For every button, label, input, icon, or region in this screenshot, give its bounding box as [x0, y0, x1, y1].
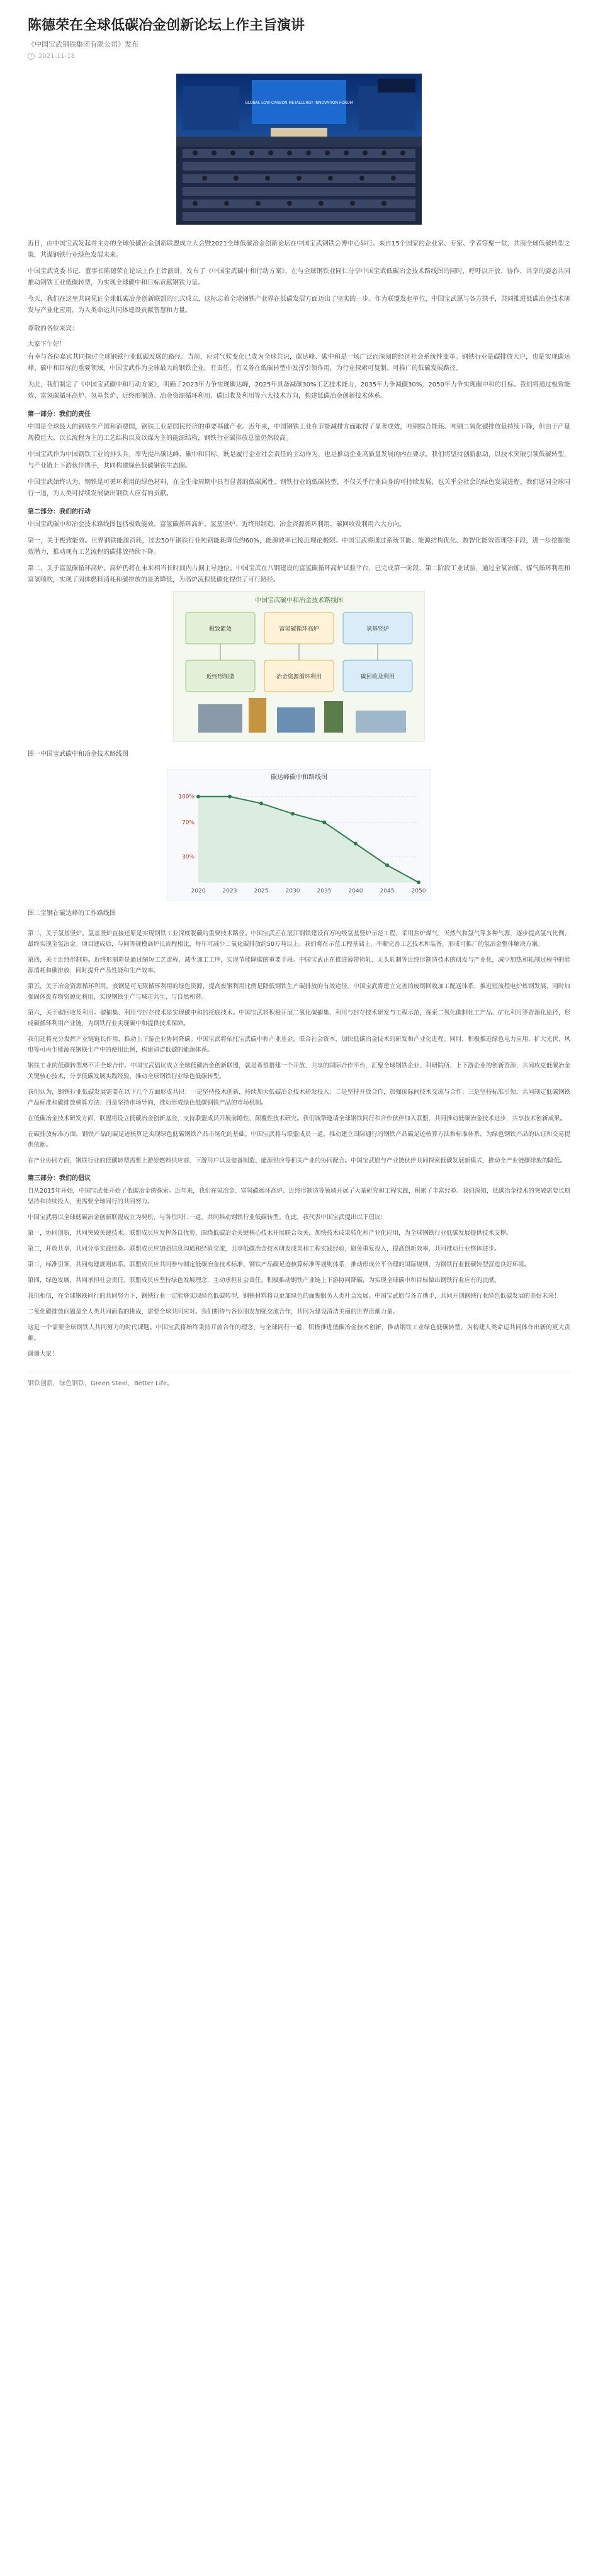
figure-caption: 图一中国宝武碳中和冶金技术路线图	[28, 751, 128, 758]
roadmap-figure	[173, 591, 425, 742]
chart-point	[354, 842, 358, 846]
chart-annotation: 70%	[181, 819, 195, 826]
roadmap-box-label: 冶金资源循环利用	[276, 674, 322, 680]
article-date: 2021-11-18	[38, 53, 76, 60]
section-paragraph: 在产业协同方面，钢铁行业的低碳转型需要上游原燃料供应商、下游用户以及装备制造、能源供应等相关产业的协同配合。中国宝武愿与产业链伙伴共同探索低碳发展新模式，推动全产业链碳排放的降低。	[28, 1157, 567, 1164]
section-paragraph: 第五，关于冶金资源循环利用。废钢是可无限循环利用的绿色资源，提高废钢利用比例是降低钢铁生产碳排放的有效途径。中国宝武将建立完善的废钢回收加工配送体系，推进短流程电炉炼钢发展，同时加强固体废弃物资源化利用，实现钢铁生产与城市共生、与自然和谐。	[28, 983, 570, 1001]
peak-carbon-chart	[167, 769, 431, 901]
section-paragraph: 第三，关于氢基竖炉。氢基竖炉直接还原是实现钢铁工业深度脱碳的重要技术路径。中国宝武正在湛江钢铁建设百万吨级氢基竖炉示范工程，采用焦炉煤气、天然气和氢气等多种气源，逐步提高氢气比例，最终实现全氢冶金。项目建成后，与同等规模高炉长流程相比，每年可减少二氧化碳排放约50万吨以上。我们将在示范工程基础上，不断完善工艺技术和装备，形成可推广的氢冶金整体解决方案。	[28, 930, 570, 948]
intro-paragraph: 近日，由中国宝武发起并主办的全球低碳冶金创新联盟成立大会暨2021全球低碳冶金创新论坛在中国宝武钢铁会博中心举行。来自15个国家的企业家、专家、学者等聚一堂，共商全球低碳转型之策，共谋钢铁行业绿色发展未来。	[28, 240, 570, 259]
section-paragraph: 这是一个需要全球钢铁人共同努力的时代课题。中国宝武将始终秉持开放合作的理念，与全球同行一道，积极推进低碳冶金技术创新，推动钢铁工业绿色低碳转型，为构建人类命运共同体作出新的更大贡献。	[28, 1324, 570, 1342]
section-paragraph: 我们相信，在全球钢铁同行的共同努力下，钢铁行业一定能够实现绿色低碳转型，钢铁材料将以更加绿色的面貌服务人类社会发展。中国宝武愿与各方携手，共同开创钢铁行业绿色低碳发展的美好未来！	[28, 1293, 560, 1300]
section-paragraph: 中国宝武作为中国钢铁工业的排头兵，率先提出碳达峰、碳中和目标，既是履行企业社会责任的主动作为，也是推动企业高质量发展的内在要求。我们将坚持创新驱动，以技术突破引领低碳转型，与产业链上下游伙伴携手，共同构建绿色低碳钢铁生态圈。	[28, 451, 570, 470]
chart-annotation: 30%	[181, 854, 195, 861]
clock-icon	[28, 53, 35, 60]
chart-title: 碳达峰碳中和路线图	[271, 774, 327, 781]
salutation: 尊敬的各位来宾：	[28, 325, 78, 332]
greeting: 大家下午好！	[28, 341, 65, 348]
section-heading: 第一部分：我们的责任	[28, 411, 91, 418]
page-title: 陈德荣在全球低碳冶金创新论坛上作主旨演讲	[28, 18, 305, 33]
section-paragraph: 在低碳冶金技术研发方面，联盟将设立低碳冶金创新基金，支持联盟成员开展前瞻性、颠覆性技术研究。我们诚挚邀请全球钢铁同行和合作伙伴加入联盟，共同推动低碳冶金技术进步，共享技术创新成果。	[28, 1115, 567, 1122]
section-paragraph: 中国宝武始终认为，钢铁是可循环利用的绿色材料，在全生命周期中具有显著的低碳属性。钢铁行业的低碳转型，不仅关乎行业自身的可持续发展，也关乎全社会的绿色发展进程。我们愿同全球同行一道，为人类可持续发展做出钢铁人应有的贡献。	[28, 479, 570, 497]
chart-point	[228, 795, 232, 799]
section-paragraph: 中国宝武碳中和冶金技术路线图包括极致能效、富氢碳循环高炉、氢基竖炉、近终形制造、冶金资源循环利用、碳回收及利用六大方向。	[28, 521, 405, 528]
roadmap-box-label: 近终形制造	[206, 674, 235, 680]
chart-point	[417, 880, 420, 884]
roadmap-box-label: 富氢碳循环高炉	[279, 626, 319, 633]
section-paragraph: 第四，绿色发展，共同承担社会责任。联盟成员应坚持绿色发展理念，主动承担社会责任，积极推动钢铁产业链上下游协同降碳，为实现全球碳中和目标做出钢铁行业应有的贡献。	[28, 1277, 500, 1284]
section-paragraph: 钢铁工业的低碳转型离不开全球合作。中国宝武倡议成立全球低碳冶金创新联盟，就是希望搭建一个开放、共享的国际合作平台，汇聚全球钢铁企业、科研院所、上下游企业的创新资源，共同攻克低碳冶金关键核心技术，分享低碳发展实践经验，推动全球钢铁行业绿色低碳转型。	[28, 1062, 570, 1080]
chart-x-tick-label: 2020	[191, 888, 206, 894]
hero-image	[176, 74, 422, 225]
chart-x-tick-label: 2040	[348, 888, 363, 894]
article-meta	[28, 53, 570, 60]
chart-x-tick-label: 2023	[222, 888, 237, 894]
chart-point	[259, 802, 263, 806]
chart-x-tick-label: 2045	[380, 888, 395, 894]
section-paragraph: 第一，协同创新，共同突破关键技术。联盟成员应发挥各自优势，围绕低碳冶金关键核心技术开展联合攻关，加快技术成果转化和产业化应用，为全球钢铁行业低碳发展提供技术支撑。	[28, 1230, 512, 1237]
section-paragraph: 第三，标准引领，共同构建规则体系。联盟成员应共同参与制定低碳冶金技术标准、钢铁产品碳足迹核算标准等规则体系，推动形成公平合理的国际规则，为钢铁行业低碳转型营造良好环境。	[28, 1261, 531, 1268]
chart-point	[385, 863, 389, 867]
figure-caption: 图二宝钢在碳达峰的工作路线图	[28, 910, 116, 917]
section-heading: 第三部分：我们的倡议	[28, 1175, 91, 1182]
section-paragraph: 二氧化碳排放问题是全人类共同面临的挑战，需要全球共同应对。我们期待与各位朋友加强交流合作，共同为建设清洁美丽的世界贡献力量。	[28, 1308, 399, 1315]
chart-point	[322, 821, 326, 824]
roadmap-box-label: 碳回收及利用	[360, 674, 395, 680]
chart-annotation: 100%	[178, 794, 195, 801]
section-heading: 第二部分：我们的行动	[28, 509, 91, 515]
article-body	[28, 239, 570, 1387]
chart-x-tick-label: 2050	[411, 888, 426, 894]
roadmap-title: 中国宝武碳中和冶金技术路线图	[255, 597, 343, 604]
section-paragraph: 中国宝武将以全球低碳冶金创新联盟成立为契机，与各位同仁一道，共同推动钢铁行业低碳转型。在此，我代表中国宝武提出以下倡议：	[28, 1214, 387, 1221]
speech-paragraph: 有幸与各位嘉宾共同探讨全球钢铁行业低碳发展的路径。当前，应对气候变化已成为全球共识，碳达峰、碳中和是一场广泛而深刻的经济社会系统性变革。钢铁行业是碳排放大户，也是实现碳达峰、碳中和目标的重要领域。中国宝武作为全球最大的钢铁企业，有责任、有义务在低碳转型中发挥引领作用，为行业探索可复制、可推广的低碳发展路径。	[28, 354, 570, 372]
article-tags: 钢铁创新，绿色钢铁，Green Steel，Better Life。	[28, 1371, 570, 1387]
section-paragraph: 第四，关于近终形制造。近终形制造是通过缩短工艺流程、减少加工工序，实现节能降碳的重要手段。中国宝武正在推进薄带铸轧、无头轧制等近终形制造技术的研发与产业化，减少加热和轧制过程中的能源消耗和碳排放，同时提升产品性能和生产效率。	[28, 957, 570, 974]
chart-x-tick-label: 2035	[317, 888, 332, 894]
chart-x-tick-label: 2025	[254, 888, 269, 894]
section-paragraph: 我们还将充分发挥产业链链长作用，推动上下游企业协同降碳。中国宝武将依托宝武碳中和产业基金，联合社会资本，加快低碳冶金技术的研发和产业化进程。同时，积极推进绿色电力应用，扩大光伏、风电等可再生能源在钢铁生产中的使用比例，构建清洁低碳的能源体系。	[28, 1036, 570, 1054]
roadmap-box-label: 氢基竖炉	[366, 626, 390, 633]
section-paragraph: 在碳排放标准方面，钢铁产品的碳足迹核算是实现绿色低碳钢铁产品市场化的基础。中国宝武将与联盟成员一道，推动建立国际通行的钢铁产品碳足迹核算方法和标准体系，为绿色钢铁产品的认证和交易提供依据。	[28, 1131, 570, 1149]
section-paragraph: 谢谢大家！	[28, 1351, 58, 1358]
section-paragraph: 自从2015年开始，中国宝武便开始了低碳冶金的探索。近年来，我们在氢冶金、富氢碳循环高炉、近终形制造等领域开展了大量研究和工程实践，积累了丰富经验。我们深知，低碳冶金技术的突破需要长期坚持和持续投入，更需要全球同行的共同努力。	[28, 1188, 570, 1205]
chart-point	[291, 812, 295, 816]
intro-paragraph: 中国宝武党委书记、董事长陈德荣在论坛上作主旨演讲，发布了《中国宝武碳中和行动方案》，在与全球钢铁业同仁分享中国宝武低碳冶金技术路线图的同时，呼吁以开放、协作、共享的姿态共同推动钢铁工业低碳转型，为实现全球碳中和目标贡献钢铁力量。	[28, 268, 570, 286]
section-paragraph: 第二，开放共享，共同分享实践经验。联盟成员应加强信息沟通和经验交流，共享低碳冶金技术研发成果和工程实践经验，避免重复投入，提高创新效率，共同推动行业整体进步。	[28, 1246, 500, 1252]
chart-x-tick-label: 2030	[285, 888, 300, 894]
section-paragraph: 第六，关于碳回收及利用。碳捕集、利用与封存技术是实现碳中和的托底技术。中国宝武将积极开展二氧化碳捕集、利用与封存技术研发与工程示范，探索二氧化碳制化工产品、矿化利用等资源化途径，形成碳循环利用产业链，为钢铁行业实现碳中和提供技术保障。	[28, 1010, 570, 1027]
hero-screen-text: GLOBAL LOW-CARBON METALLURGY INNOVATION FORUM	[245, 101, 353, 105]
section-paragraph: 中国是全球最大的钢铁生产国和消费国，钢铁工业是国民经济的重要基础产业。近年来，中国钢铁工业在节能减排方面取得了显著成效，吨钢综合能耗、吨钢二氧化碳排放量持续下降，但由于产量规模巨大、以长流程为主的工艺结构以及以煤为主的能源结构，钢铁行业碳排放总量仍然较高。	[28, 424, 570, 442]
speech-paragraph: 为此，我们制定了《中国宝武碳中和行动方案》，明确了2023年力争实现碳达峰，2025年具备减碳30%工艺技术能力，2035年力争减碳30%，2050年力争实现碳中和的目标。我们将通过极致能效、富氢碳循环高炉、氢基竖炉、近终形制造、冶金资源循环利用、碳回收及利用等六大技术方向，构建低碳冶金创新技术体系。	[28, 381, 570, 400]
section-paragraph: 我们认为，钢铁行业低碳发展需要在以下几个方面形成共识：一是坚持技术创新，持续加大低碳冶金技术研发投入；二是坚持开放合作，加强国际间技术交流与合作；三是坚持标准引领，共同制定低碳钢铁产品标准和碳排放核算方法；四是坚持市场导向，推动形成绿色低碳钢铁产品的市场机制。	[28, 1089, 570, 1106]
article-source: 《中国宝武钢铁集团有限公司》发布	[28, 40, 138, 48]
chart-point	[196, 795, 200, 799]
section-paragraph: 第二，关于富氢碳循环高炉。高炉仍将在未来相当长时间内占据主导地位。中国宝武在八钢建设的富氢碳循环高炉试验平台，已完成第一阶段、第二阶段工业试验，通过全氧冶炼、煤气循环利用和富氢喷吹，实现了固体燃料消耗和碳排放的显著降低，为高炉流程低碳化提供了可行路径。	[28, 565, 570, 583]
roadmap-box-label: 极致能效	[208, 626, 232, 633]
intro-paragraph: 今天，我们在这里共同见证全球低碳冶金创新联盟的正式成立，这标志着全球钢铁产业界在低碳发展方面迈出了坚实的一步。作为联盟发起单位，中国宝武愿与各方携手，共同推进低碳冶金技术研发与产业化应用，为人类命运共同体建设贡献智慧和力量。	[28, 296, 570, 314]
section-paragraph: 第一，关于极致能效。世界钢铁能源消耗，过去50年钢铁行业吨钢能耗降低约60%，能源效率已接近理论极限。中国宝武将通过系统节能、能源结构优化、数智化能效管理等手段，进一步挖掘能效潜力，推动现有工艺流程的碳排放持续下降。	[28, 537, 570, 556]
